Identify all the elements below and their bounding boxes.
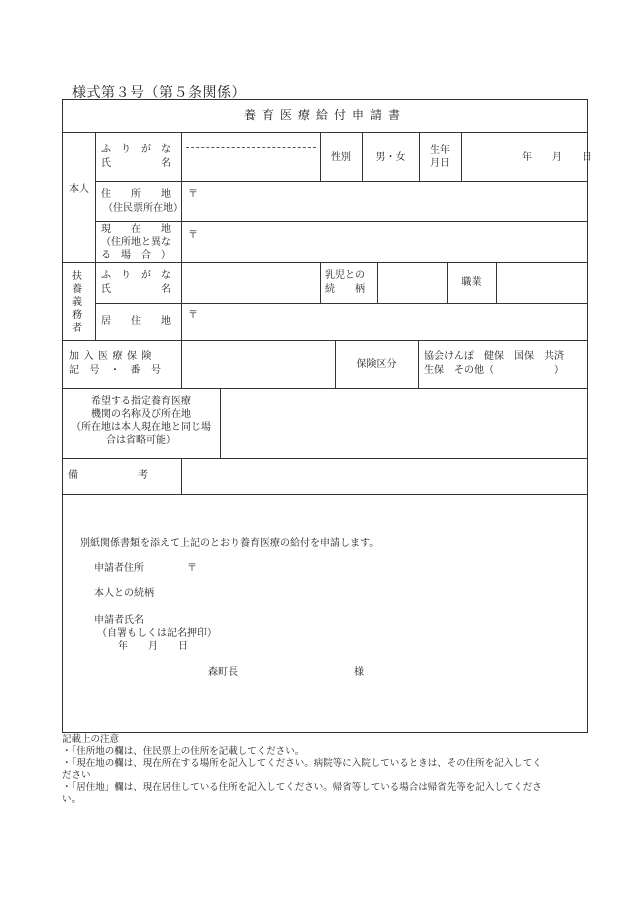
hospital-label-line3: （所在地は本人現在地と同じ場 — [71, 422, 211, 433]
divider — [62, 262, 588, 263]
honorific: 様 — [354, 667, 364, 678]
note-line: ・「居住地」欄は、現在居住している住所を記入してください。帰省等している場合は帰省先等を記入してくださ — [62, 782, 542, 793]
applicant-name-label: 申請者氏名 — [94, 615, 144, 626]
current-postal-mark: 〒 — [188, 230, 198, 241]
current-location-sub1: （住所地と異な — [101, 237, 171, 248]
gender-options[interactable]: 男・女 — [375, 152, 406, 163]
applicant-postal-mark: 〒 — [187, 563, 197, 574]
residence-postal-mark: 〒 — [188, 310, 198, 321]
address-sub-label: （住民票所在地） — [103, 203, 183, 214]
insurance-options-line2[interactable]: 生保 その他（ ） — [424, 365, 564, 376]
furigana-label: ふ り が な — [101, 144, 171, 155]
section-label-fuyo: 扶養義務者 — [72, 271, 82, 334]
birth-label-bottom: 月日 — [430, 158, 450, 169]
insurance-label-top: 加入医療保険 — [69, 351, 156, 362]
divider — [62, 388, 588, 389]
hospital-label-line4: 合は省略可能） — [106, 435, 176, 446]
divider — [95, 303, 588, 304]
current-location-label: 現 在 地 — [101, 224, 171, 235]
gender-label: 性別 — [331, 152, 351, 163]
note-line: ・「住所地の欄は、住民票上の住所を記載してください。 — [62, 746, 305, 757]
divider — [95, 132, 96, 340]
birth-label-top: 生年 — [430, 145, 450, 156]
addressee: 森町長 — [208, 667, 238, 678]
current-location-sub2: る 場 合 ） — [101, 250, 171, 261]
divider — [62, 494, 588, 495]
note-line: ・「現在地の欄は、現在所在する場所を記入してください。病院等に入院しているときは、その住所を記入してく — [62, 758, 542, 769]
fuyo-name-label: 氏 名 — [101, 284, 171, 295]
entry-notes — [62, 734, 582, 806]
divider — [62, 340, 588, 341]
relation-label-top: 乳児との — [325, 270, 365, 281]
furigana-separator — [186, 147, 316, 148]
divider — [496, 262, 497, 303]
job-label: 職業 — [461, 277, 482, 288]
note-line: ださい — [62, 770, 91, 781]
remarks-label: 備 考 — [68, 470, 148, 481]
address-label: 住 所 地 — [101, 189, 171, 200]
hospital-label-line1: 希望する指定養育医療 — [91, 396, 191, 407]
divider — [95, 221, 588, 222]
divider — [320, 262, 321, 303]
note-line: い。 — [62, 794, 82, 805]
residence-label: 居 住 地 — [101, 316, 171, 327]
form-number-label: 様式第３号（第５条関係） — [72, 85, 246, 101]
divider — [62, 132, 588, 133]
address-postal-mark: 〒 — [188, 189, 198, 200]
notes-heading: 記載上の注意 — [62, 734, 120, 745]
applicant-address-label: 申請者住所 — [94, 563, 144, 574]
fuyo-furigana-label: ふ り が な — [101, 270, 171, 281]
section-label-honnin: 本人 — [69, 184, 89, 195]
applicant-relation-label: 本人との続柄 — [94, 588, 154, 599]
name-label: 氏 名 — [101, 158, 171, 169]
divider — [95, 181, 588, 182]
divider — [377, 262, 378, 303]
signature-note: （自署もしくは記名押印） — [97, 628, 217, 639]
relation-label-bottom: 続 柄 — [325, 284, 365, 295]
insurance-category-label: 保険区分 — [356, 359, 397, 370]
divider — [62, 458, 588, 459]
insurance-label-bottom: 記号・番号 — [69, 365, 172, 376]
divider — [181, 132, 182, 340]
divider — [220, 388, 221, 458]
hospital-label-line2: 機関の名称及び所在地 — [91, 409, 191, 420]
form-title: 養育医療給付申請書 — [243, 108, 406, 122]
birth-date-field[interactable]: 年 月 日 — [522, 152, 592, 163]
divider — [181, 340, 182, 388]
divider — [461, 132, 462, 181]
insurance-options-line1[interactable]: 協会けんぽ 健保 国保 共済 — [424, 351, 564, 362]
declaration-statement: 別紙関係書類を添えて上記のとおり養育医療の給付を申請します。 — [80, 538, 380, 549]
application-date[interactable]: 年 月 日 — [118, 641, 188, 652]
divider — [181, 458, 182, 494]
divider — [418, 340, 419, 388]
